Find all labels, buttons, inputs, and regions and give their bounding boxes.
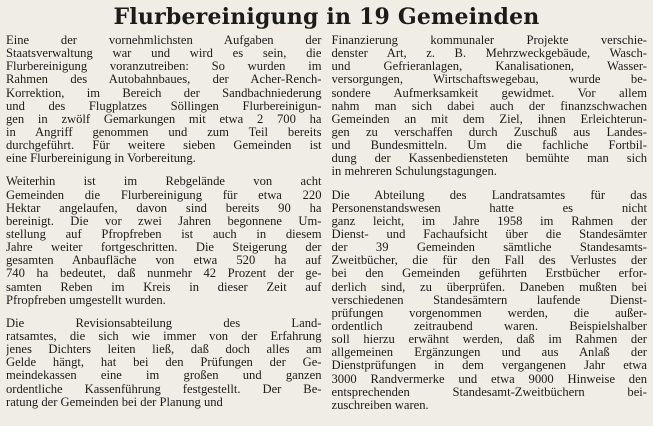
text-line: Personenstandswesen hatte es nicht (331, 201, 647, 215)
paragraph (332, 189, 648, 412)
text-line: in mehreren Schulungstagungen. (331, 165, 497, 179)
text-line: bei den Gemeinden geführten Erstbücher erfor- (331, 267, 647, 281)
text-line: allgemeinen Ergänzungen und aus Anlaß der (331, 346, 647, 360)
text-line: Finanzierung kommunaler Projekte verschie- (331, 34, 647, 47)
text-line: Dienstprüfungen in dem vergangenen Jahr etwa (331, 359, 647, 373)
paragraph (6, 34, 322, 165)
text-line: nahm man sich dabei auch der finanzschwachen (331, 99, 647, 113)
text-line: eine Flurbereinigung in Vorbereitung. (6, 152, 196, 166)
text-line: ordentliche Kassenführung festgestellt. Der Be- (6, 382, 322, 396)
text-line: 740 ha bedeutet, daß nunmehr 42 Prozent der ge- (6, 267, 322, 281)
text-line: verschiedenen Standesämtern laufende Dienst- (331, 293, 647, 307)
text-line: der 39 Gemeinden sämtliche Standesamts- (331, 241, 647, 255)
text-line: Zweitbücher, die für den Fall des Verlustes der (331, 254, 647, 268)
right-column (332, 34, 648, 415)
text-line: gen in zwölf Gemarkungen mit etwa 2 700 ha (6, 112, 322, 126)
text-line: ratung der Gemeinden bei der Planung und (6, 395, 223, 409)
text-line: stellung auf Pfropfreben ist auch in diesem (6, 227, 322, 241)
paragraph (332, 34, 648, 179)
text-line: gen zu verschaffen durch Zuschuß aus Landes- (331, 125, 647, 139)
text-line: dung der Kassenbediensteten bemühte man sich (331, 152, 647, 166)
text-line: Weiterhin ist im Rebgelände von acht (6, 175, 322, 189)
text-line: jenes Dichters leiten ließ, daß doch alles am (6, 343, 322, 357)
text-line: Dienst- und Fachaufsicht über die Standesämter (331, 227, 647, 241)
text-line: 3000 Randvermerke und etwa 9000 Hinweise den (331, 372, 647, 386)
text-line: Jahre weiter fortgeschritten. Die Steigerung der (6, 241, 322, 255)
text-line: derlich sind, zu überprüfen. Daneben mußten bei (331, 280, 647, 294)
text-line: Die Revisionsabteilung des Land- (6, 316, 322, 330)
text-line: Eine der vornehmlichsten Aufgaben der (6, 34, 322, 47)
text-line: Korrektion, im Bereich der Sandbachniederung (6, 86, 322, 100)
text-line: Gemeinden an mit dem Ziel, ihnen Erleichterun- (331, 112, 647, 126)
text-line: Rahmen des Autobahnbaues, der Acher-Rench- (6, 73, 322, 87)
paragraph-gap (6, 168, 322, 175)
text-line: meindekassen eine im großen und ganzen (6, 369, 322, 383)
text-line: denster Art, z. B. Mehrzweckgebäude, Wasch- (331, 47, 647, 61)
text-line: ratsamtes, die sich wie immer von der Erfahrung (6, 329, 322, 343)
paragraph-gap (6, 310, 322, 317)
text-line: Hektar angelaufen, davon sind bereits 90 ha (6, 201, 322, 215)
text-line: sondere Aufmerksamkeit gewidmet. Vor allem (331, 86, 647, 100)
text-line: ordentlich zeitraubend waren. Beispielshalber (331, 319, 647, 333)
text-line: und Gefrieranlagen, Kanalisationen, Wasser- (331, 60, 647, 74)
paragraph-gap (332, 182, 648, 189)
text-line: Staatsverwaltung war und wird es sein, die (6, 47, 322, 61)
text-line: und des Flugplatzes Söllingen Flurbereinigun- (6, 99, 322, 113)
text-line: und Bundesmitteln. Um die fachliche Fortbil- (331, 139, 647, 153)
text-line: Pfropfreben umgestellt wurden. (6, 293, 166, 307)
text-line: soll hierzu erwähnt werden, daß im Rahmen der (331, 333, 647, 347)
headline: Flurbereinigung in 19 Gemeinden (113, 4, 540, 30)
text-line: zuschreiben waren. (331, 398, 429, 412)
text-line: Die Abteilung des Landratsamtes für das (331, 188, 647, 202)
text-line: versorgungen, Wirtschaftswegebau, wurde be- (331, 73, 647, 87)
text-line: Gemeinden die Flurbereinigung für etwa 220 (6, 188, 322, 202)
text-line: Gelde hängt, hat bei den Prüfungen der Ge- (6, 356, 322, 370)
text-line: durchgeführt. Für weitere sieben Gemeinden ist (6, 139, 322, 153)
text-line: samten Reben im Kreis in dieser Zeit auf (6, 280, 322, 294)
text-line: Flurbereinigung voranzutreiben: So wurden im (6, 60, 322, 74)
text-line: bereinigt. Die vor zwei Jahren begonnene Um- (6, 214, 322, 228)
article-columns (6, 34, 647, 415)
paragraph (6, 317, 322, 409)
text-line: entsprechenden Standesamt-Zweitbüchern bei- (331, 385, 647, 399)
left-column (6, 34, 322, 415)
text-line: in Angriff genommen und zum Teil bereits (6, 125, 322, 139)
paragraph (6, 175, 322, 306)
text-line: ganz leicht, im Jahre 1958 im Rahmen der (331, 214, 647, 228)
text-line: prüfungen vorgenommen werden, die außer- (331, 306, 647, 320)
text-line: gesamten Anbaufläche von etwa 520 ha auf (6, 254, 322, 268)
